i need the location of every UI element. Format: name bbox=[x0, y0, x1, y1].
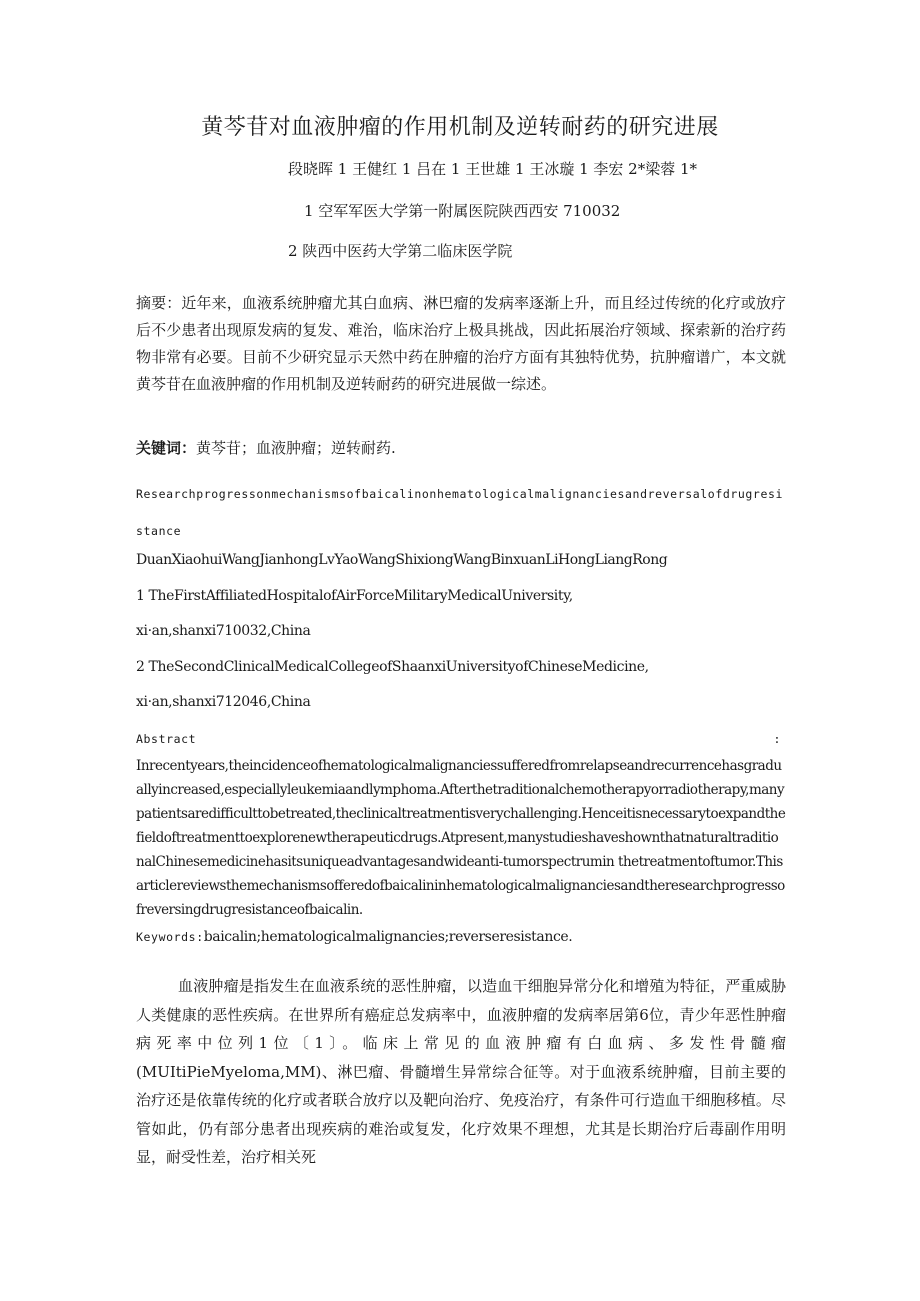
keywords-chinese-text: 黄芩苷；血液肿瘤；逆转耐药. bbox=[196, 439, 396, 457]
affiliation-1: 1 空军军医大学第一附属医院陕西西安 710032 bbox=[304, 202, 621, 220]
abstract-english: Inrecentyears,theincidenceofhematologicalmalignanciessufferedfromrelapseandrecurrencehasgraduallyincreased,especiallyleukemiaandlymphoma.Afterthetraditionalchemotherapyorradiotherapy,manypatientsaredifficulttobetreated,theclinicaltreatmentisverychallenging.Henceitisnecessarytoexpandthefieldoftreatmenttoexplorenewtherapeuticdrugs.Atpresent,manystudieshaveshownthatnaturaltraditionalChinesemedicinehasitsuniqueadvantagesandwideanti-tumorspectrumin thetreatmentoftumor.Thisarticlereviewsthemechanismsofferedofbaicalininhematologicalmalignanciesandtheresearchprogressofreversingdrugresistanceofbaicalin. bbox=[136, 758, 786, 918]
english-abstract-colon: : bbox=[773, 732, 781, 746]
keywords-english bbox=[136, 928, 572, 946]
english-affiliation-2-line2: xi·an,shanxi712046,China bbox=[136, 694, 311, 710]
abstract-chinese: 摘要：近年来，血液系统肿瘤尤其白血病、淋巴瘤的发病率逐渐上升，而且经过传统的化疗或放疗后不少患者出现原发病的复发、难治，临床治疗上极具挑战，因此拓展治疗领域、探索新的治疗药物非常有必要。目前不少研究显示天然中药在肿瘤的治疗方面有其独特优势，抗肿瘤谱广，本文就黄芩苷在血液肿瘤的作用机制及逆转耐药的研究进展做一综述。 bbox=[136, 294, 786, 393]
keywords-chinese-label: 关键词： bbox=[136, 439, 197, 457]
body-paragraph: 血液肿瘤是指发生在血液系统的恶性肿瘤，以造血干细胞异常分化和增殖为特征，严重威胁人类健康的恶性疾病。在世界所有癌症总发病率中，血液肿瘤的发病率居第6位，青少年恶性肿瘤病死率中位列1位〔1〕。临床上常见的血液肿瘤有白血病、多发性骨髓瘤(MUItiPieMyeloma,MM)、淋巴瘤、骨髓增生异常综合征等。对于血液系统肿瘤，目前主要的治疗还是依靠传统的化疗或者联合放疗以及靶向治疗、免疫治疗，有条件可行造血干细胞移植。尽管如此，仍有部分患者出现疾病的难治或复发，化疗效果不理想，尤其是长期治疗后毒副作用明显，耐受性差，治疗相关死 bbox=[136, 977, 786, 1166]
english-abstract-heading bbox=[136, 732, 781, 746]
paper-title: 黄芩苷对血液肿瘤的作用机制及逆转耐药的研究进展 bbox=[201, 115, 719, 140]
english-affiliation-1-line2: xi·an,shanxi710032,China bbox=[136, 623, 311, 639]
affiliation-2: 2 陕西中医药大学第二临床医学院 bbox=[288, 242, 513, 260]
english-author-list: DuanXiaohuiWangJianhongLvYaoWangShixiongWangBinxuanLiHongLiangRong bbox=[136, 552, 668, 568]
keywords-english-text: baicalin;hematologicalmalignancies;reverseresistance. bbox=[203, 929, 573, 945]
english-title: Researchprogressonmechanismsofbaicalinonhematologicalmalignanciesandreversalofdrugresistance bbox=[136, 487, 784, 538]
keywords-chinese bbox=[136, 437, 396, 458]
english-abstract-label: Abstract bbox=[136, 732, 197, 746]
english-affiliation-1-line1: 1 TheFirstAffiliatedHospitalofAirForceMilitaryMedicalUniversity, bbox=[136, 588, 573, 604]
author-list: 段晓晖 1 王健红 1 吕在 1 王世雄 1 王冰璇 1 李宏 2*梁蓉 1* bbox=[288, 160, 698, 178]
english-affiliation-2-line1: 2 TheSecondClinicalMedicalCollegeofShaanxiUniversityofChineseMedicine, bbox=[136, 659, 649, 675]
keywords-english-label: Keywords: bbox=[136, 930, 204, 944]
